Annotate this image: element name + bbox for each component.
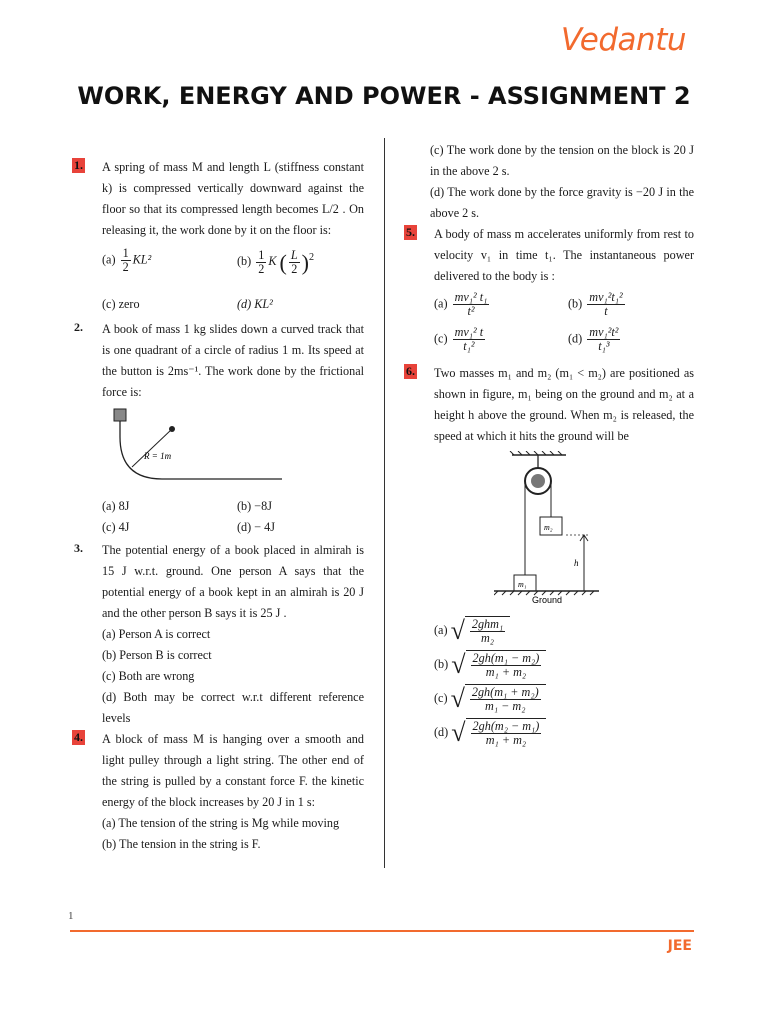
question-number: 5. [406,225,415,239]
curved-track-figure [102,407,364,492]
question-number: 4. [74,729,83,744]
question-text: A spring of mass M and length L (stiffness constant k) is compressed vertically downward against the floor so that its compressed length becomes L/2 . On releasing it, the work done by it on the floor is: [102,160,364,237]
question-number: 3. [74,540,83,555]
option-d: (d) − 4J [237,519,276,534]
option-d: (d) √ $\frac{\text{2gh(m₂ − m₁)}}{\text{m₁ + m₂}}$ [434,718,694,748]
vedantu-logo: Vedantu [560,22,686,58]
option-d: (d) Both may be correct w.r.t different reference levels [102,689,364,725]
question-number: 6. [406,364,415,378]
question-4-continued [404,140,694,224]
right-column [404,140,694,748]
option-c: (c) The work done by the tension on the block is 20 J in the above 2 s. [430,143,694,178]
question-2 [72,319,364,538]
question-number: 2. [74,319,83,334]
option-b: (b) Person B is correct [102,647,212,662]
column-divider [384,138,385,868]
option-d: (d) $\frac{\text{mv₁²t²}}{\text{t₁³}}$ [568,325,619,353]
ground-label: Ground [532,595,563,605]
option-a: (a) Person A is correct [102,626,211,641]
footer-divider [70,930,694,932]
option-d: (d) The work done by the force gravity is −20 J in the above 2 s. [430,185,694,220]
option-c: (c) 4J [102,519,130,534]
option-c: (c) zero [102,296,140,311]
option-a: (a) $\frac{\text{mv₁² t₁}}{\text{t²}}$ [434,290,488,318]
option-c: (c) √ $\frac{\text{2gh(m₁ + m₂)}}{\text{m₁ − m₂}}$ [434,684,694,714]
option-a: (a) √ $\frac{\text{2ghm₁}}{\text{m₂}}$ [434,616,694,646]
question-text: Two masses m₁ and m₂ (m₁ < m₂) are positioned as shown in figure, m₁ being on the ground and m₂ at a height h above the ground. When m₂ is released, the speed at which it hits the ground will be [434,366,694,443]
mass-m1-label: m₁ [518,580,527,589]
question-1 [72,157,364,315]
option-a: (a) 8J [102,498,130,513]
question-number: 1. [74,158,83,172]
question-3 [72,540,364,729]
option-c: (c) $\frac{\text{mv₁² t}}{\text{t₁²}}$ [434,325,484,353]
question-text: A block of mass M is hanging over a smooth and light pulley through a light string. The other end of the string is pulled by a constant force F. the kinetic energy of the block increases by 20 J in 1 s: [102,731,364,809]
question-4 [72,729,364,855]
page-title: WORK, ENERGY AND POWER - ASSIGNMENT 2 [77,82,691,110]
question-text: A book of mass 1 kg slides down a curved track that is one quadrant of a circle of radius 1 m. Its speed at the button is 2ms⁻¹. The work done by the frictional force is: [102,321,364,399]
footer-exam-tag: JEE [667,938,692,954]
option-a: (a) The tension of the string is Mg while moving [102,815,340,830]
option-b: (b) $\frac{\text{mv₁²t₁²}}{t}$ [568,290,623,318]
option-b: (b) −8J [237,498,272,513]
page-number: 1 [68,910,74,922]
option-b: (b) √ $\frac{\text{2gh(m₁ − m₂)}}{\text{m₁ + m₂}}$ [434,650,694,680]
option-d: (d) KL² [237,296,273,311]
question-text: The potential energy of a book placed in almirah is 15 J w.r.t. ground. One person A says that the potential energy of a book kept in an almirah is 20 J and the other person B says it is 25 J . [102,542,364,620]
question-text: A body of mass m accelerates uniformly from rest to velocity v₁ in time t₁. The instantaneous power delivered to the body is : [434,227,694,283]
option-b: (b) The tension in the string is F. [102,836,261,851]
left-column [72,157,364,855]
pulley-figure [494,451,694,612]
question-5 [404,224,694,353]
height-label: h [574,558,579,568]
option-c: (c) Both are wrong [102,668,195,683]
radius-label: R = 1m [144,450,172,461]
question-6 [404,363,694,748]
mass-m2-label: m₂ [544,523,553,532]
option-b: (b) $\frac{1}{2}$ K ( $\frac{L}{2}$ )$^2$ [237,247,315,276]
option-a: (a) $\frac{1}{2}$ KL² [102,246,152,274]
